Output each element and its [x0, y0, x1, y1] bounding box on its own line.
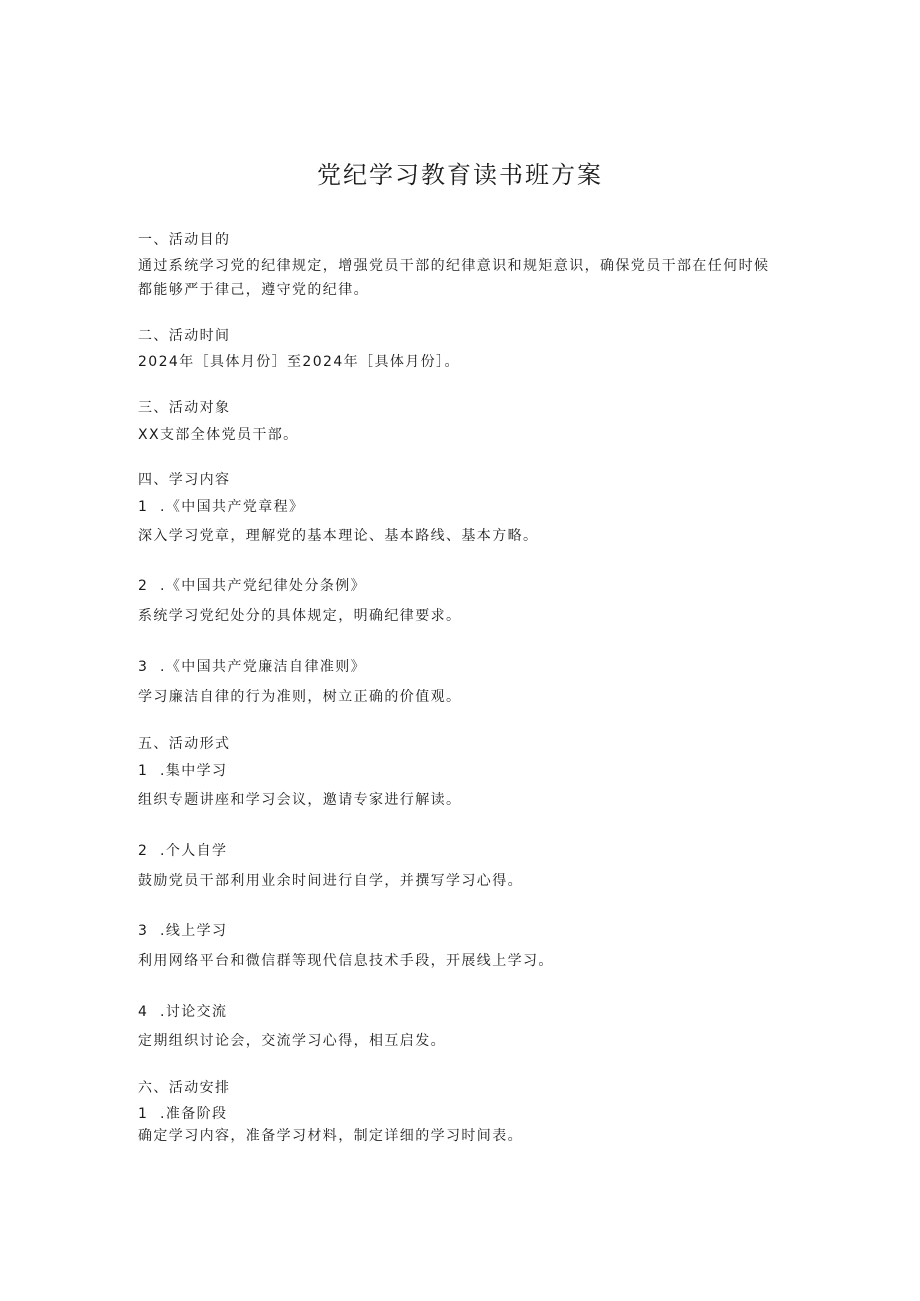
paragraph-line: 鼓励党员干部利用业余时间进行自学，并撰写学习心得。 [138, 873, 523, 889]
list-item-label: .集中学习 [160, 763, 228, 779]
list-item-number: 2 [138, 578, 147, 594]
section-heading-purpose: 一、活动目的 [138, 232, 231, 248]
section-heading-schedule: 六、活动安排 [138, 1080, 231, 1096]
list-item-label: .线上学习 [160, 923, 228, 939]
list-item-label: .准备阶段 [160, 1106, 228, 1122]
paragraph-line: 组织专题讲座和学习会议，邀请专家进行解读。 [138, 792, 462, 808]
paragraph-line: 利用网络平台和微信群等现代信息技术手段，开展线上学习。 [138, 953, 554, 969]
paragraph-line: 2024年［具体月份］至2024年［具体月份］。 [138, 354, 460, 370]
list-item [138, 761, 227, 781]
section-heading-format: 五、活动形式 [138, 736, 231, 752]
list-item-label: .个人自学 [160, 843, 228, 859]
list-item [138, 657, 366, 677]
section-heading-content: 四、学习内容 [138, 472, 231, 488]
list-item-number: 1 [138, 499, 147, 515]
list-item [138, 841, 227, 861]
list-item-number: 1 [138, 1106, 147, 1122]
list-item-label: .《中国共产党章程》 [160, 499, 305, 515]
paragraph-line: XX支部全体党员干部。 [138, 427, 299, 443]
list-item-number: 4 [138, 1004, 147, 1020]
list-item [138, 1104, 227, 1124]
section-heading-participants: 三、活动对象 [138, 400, 231, 416]
paragraph-line: 深入学习党章，理解党的基本理论、基本路线、基本方略。 [138, 528, 539, 544]
list-item-number: 1 [138, 763, 147, 779]
paragraph-line: 都能够严于律己，遵守党的纪律。 [138, 282, 369, 298]
paragraph-line: 通过系统学习党的纪律规定，增强党员干部的纪律意识和规矩意识，确保党员干部在任何时候 [138, 258, 770, 274]
paragraph-line: 学习廉洁自律的行为准则，树立正确的价值观。 [138, 689, 462, 705]
list-item [138, 497, 304, 517]
section-heading-time: 二、活动时间 [138, 328, 231, 344]
list-item [138, 576, 366, 596]
document-title: 党纪学习教育读书班方案 [317, 161, 603, 189]
paragraph-line: 确定学习内容，准备学习材料，制定详细的学习时间表。 [138, 1128, 523, 1144]
list-item [138, 921, 227, 941]
list-item-number: 2 [138, 843, 147, 859]
paragraph-line: 定期组织讨论会，交流学习心得，相互启发。 [138, 1033, 446, 1049]
list-item-label: .《中国共产党纪律处分条例》 [160, 578, 367, 594]
paragraph-line: 系统学习党纪处分的具体规定，明确纪律要求。 [138, 608, 462, 624]
list-item-number: 3 [138, 659, 147, 675]
list-item-label: .讨论交流 [160, 1004, 228, 1020]
list-item-number: 3 [138, 923, 147, 939]
list-item [138, 1002, 227, 1022]
list-item-label: .《中国共产党廉洁自律准则》 [160, 659, 367, 675]
